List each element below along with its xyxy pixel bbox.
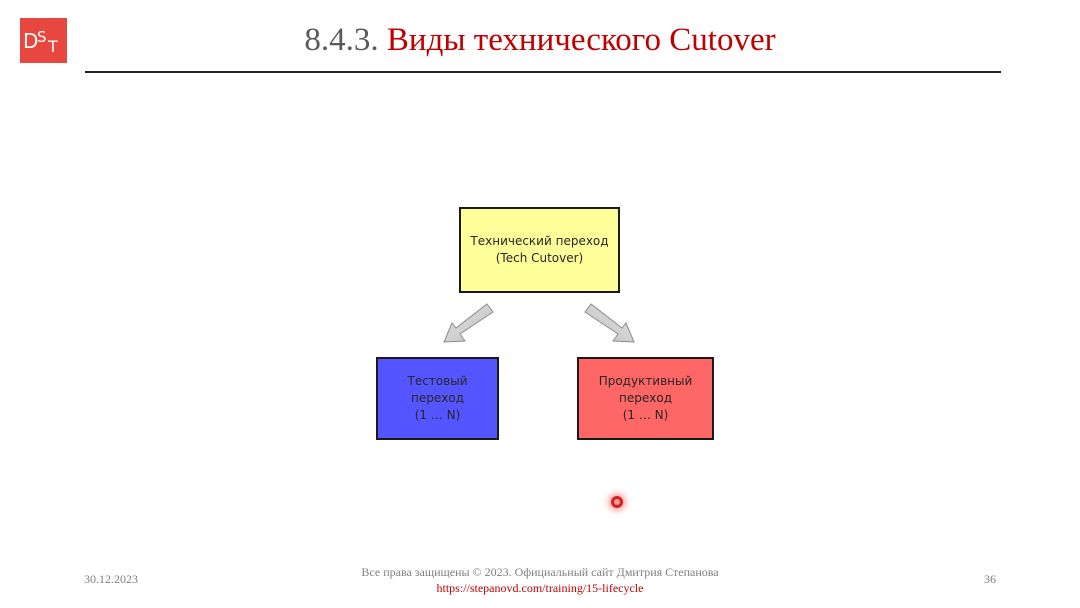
title-number: 8.4.3. bbox=[304, 22, 379, 58]
svg-text:D: D bbox=[23, 29, 39, 53]
laser-pointer bbox=[611, 496, 623, 508]
svg-text:S: S bbox=[37, 28, 47, 46]
slide-title bbox=[0, 18, 1080, 62]
footer-link[interactable]: https://stepanovd.com/training/15-lifecycle bbox=[436, 581, 644, 595]
prod-cutover-line2: переход bbox=[619, 391, 672, 405]
page-number: 36 bbox=[984, 572, 996, 586]
test-cutover-line3: (1 … N) bbox=[414, 408, 461, 422]
test-cutover-line2: переход bbox=[411, 391, 464, 405]
test-cutover-box bbox=[376, 357, 499, 440]
svg-text:T: T bbox=[48, 37, 58, 56]
prod-cutover-line3: (1 … N) bbox=[622, 408, 669, 422]
arrow-down-right-icon bbox=[582, 300, 638, 346]
arrow-down-left-icon bbox=[440, 300, 496, 346]
test-cutover-line1: Тестовый bbox=[407, 374, 468, 388]
prod-cutover-line1: Продуктивный bbox=[598, 374, 693, 388]
footer-copyright: Все права защищены © 2023. Официальный сайт Дмитрия Степанова bbox=[361, 565, 719, 579]
tech-cutover-line2: (Tech Cutover) bbox=[495, 251, 584, 265]
tech-cutover-line1: Технический переход bbox=[470, 234, 609, 248]
title-divider bbox=[85, 71, 1001, 73]
title-text: Виды технического Cutover bbox=[386, 22, 776, 58]
footer-credits bbox=[0, 564, 1080, 596]
footer-date: 30.12.2023 bbox=[84, 572, 138, 586]
prod-cutover-box bbox=[577, 357, 714, 440]
tech-cutover-box bbox=[459, 207, 620, 293]
